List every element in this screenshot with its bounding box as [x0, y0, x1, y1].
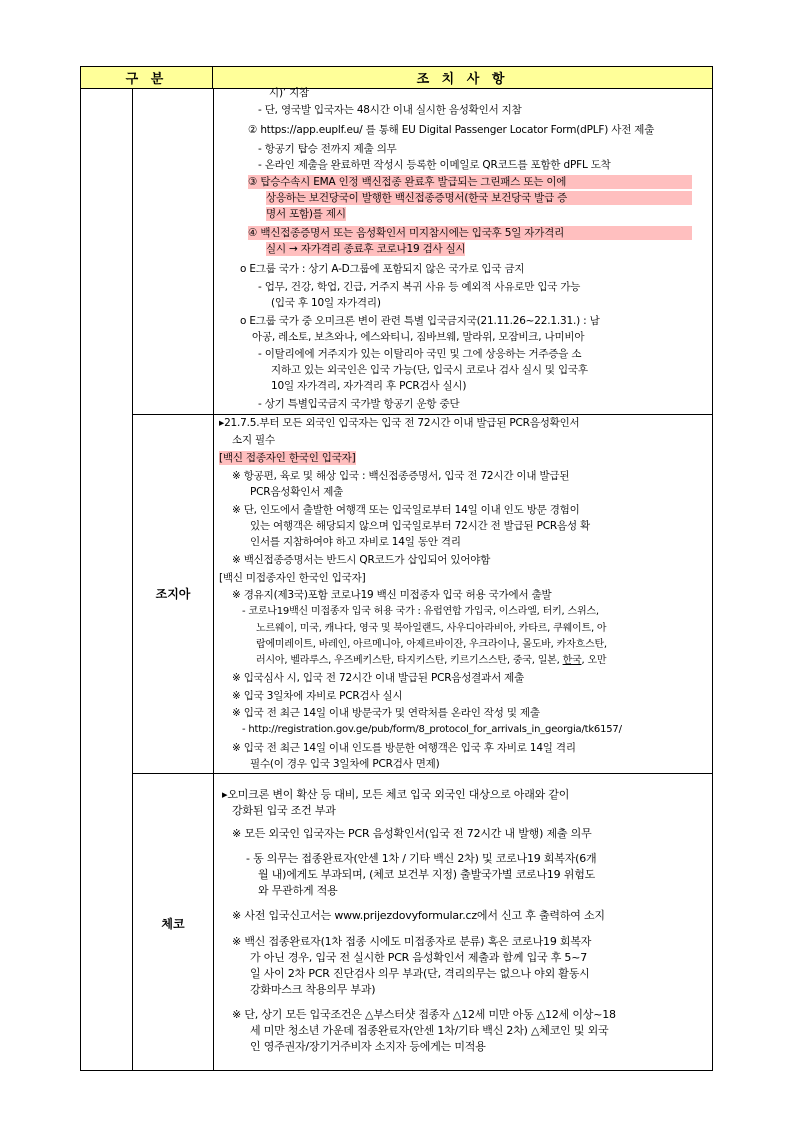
text-line: ▸오미크론 변이 확산 등 대비, 모든 체코 입국 외국인 대상으로 아래와 같이 [222, 788, 570, 801]
column-divider-main [213, 89, 214, 1070]
text-line: PCR음성확인서 제출 [250, 486, 344, 498]
text-line: 랍에미레이트, 바레인, 아르메니아, 아제르바이잔, 우크라이나, 몰도바, 카자흐스탄, [256, 639, 607, 650]
text-line: 와 무관하게 적용 [258, 884, 338, 897]
text-line: - 이탈리에에 거주지가 있는 이탈리아 국민 및 그에 상응하는 거주증을 소 [258, 348, 582, 360]
text-line: 10일 자가격리, 자가격리 후 PCR검사 실시) [271, 380, 467, 392]
highlight-line: 상응하는 보건당국이 발행한 백신접종증명서(한국 보건당국 발급 증 [266, 191, 692, 205]
text-line: ※ 사전 입국신고서는 www.prijezdovyformular.cz에서 신고 후 출력하여 소지 [232, 909, 605, 922]
text-line: - 상기 특별입국금지 국가발 항공기 운항 중단 [258, 398, 460, 410]
registration-link[interactable]: - http://registration.gov.ge/pub/form/8_protocol_for_arrivals_in_georgia/tk6157/ [242, 724, 622, 735]
text-line: 월 내)에게도 부과되며, (체코 보건부 지정) 출발국가별 코로나19 위험도 [258, 868, 596, 881]
text-line: [백신 미접종자인 한국인 입국자] [219, 572, 366, 584]
row-divider-georgia [132, 414, 712, 415]
text-line: ※ 단, 상기 모든 입국조건은 △부스터샷 접종자 △12세 미만 아동 △12세 이상~18 [232, 1008, 616, 1021]
highlight-line: ④ 백신접종증명서 또는 음성확인서 미지참시에는 입국후 5일 자가격리 [248, 226, 692, 240]
text-line: - 온라인 제출을 완료하면 작성시 등록한 이메일로 QR코드를 포함한 dPFL 도착 [258, 159, 611, 171]
highlight-line: [백신 접종자인 한국인 입국자] [219, 452, 356, 464]
text-line: ※ 입국심사 시, 입국 전 72시간 이내 발급된 PCR음성결과서 제출 [232, 672, 525, 684]
text-line: 필수(이 경우 입국 3일차에 PCR검사 면제) [250, 758, 440, 770]
text-line: ※ 입국 전 최근 14일 이내 방문국가 및 연락처를 온라인 작성 및 제출 [232, 707, 540, 719]
text-line: 지하고 있는 외국인은 입국 가능(단, 입국시 코로나 검사 실시 및 입국후 [271, 364, 588, 376]
text-line: 강화된 입국 조건 부과 [232, 804, 336, 817]
highlight-line: 명서 포함)를 제시 [266, 208, 346, 220]
text-line: - 항공기 탑승 전까지 제출 의무 [258, 143, 397, 155]
text-line: o E그룹 국가 : 상기 A-D그룹에 포함되지 않은 국가로 입국 금지 [240, 263, 525, 275]
highlight-line: ③ 탑승수속시 EMA 인정 백신접종 완료후 발급되는 그린패스 또는 이에 [248, 175, 692, 189]
header-category: 구 분 [81, 67, 213, 89]
text-line: 러시아, 벨라루스, 우즈베키스탄, 타지키스탄, 키르기스스탄, 중국, 일본, 한국, 오만 [256, 655, 607, 666]
text-line: ※ 모든 외국인 입국자는 PCR 음성확인서(입국 전 72시간 내 발행) 제출 의무 [232, 827, 592, 840]
text-line: ※ 입국 전 최근 14일 이내 인도를 방문한 여행객은 입국 후 자비로 14일 격리 [232, 742, 576, 754]
country-czech: 체코 [161, 917, 185, 931]
text-line: ※ 단, 인도에서 출발한 여행객 또는 입국일로부터 14일 이내 인도 방문 경험이 [232, 504, 580, 516]
text-line: ※ 입국 3일차에 자비로 PCR검사 실시 [232, 690, 403, 702]
text-line: 소지 필수 [232, 434, 275, 446]
text-line: 인 영주권자/장기거주비자 소지자 등에게는 미적용 [250, 1040, 486, 1053]
text-line: 세 미만 청소년 가운데 접종완료자(안센 1차/기타 백신 2차) △체코인 및 외국 [250, 1024, 609, 1037]
text-line: ※ 경유지(제3국)포함 코로나19 백신 미접종자 입국 허용 국가에서 출발 [232, 589, 552, 601]
text-line: 일 사이 2차 PCR 진단검사 의무 부과(단, 격리의무는 없으나 야외 활동시 [250, 967, 590, 980]
text-line: ② https://app.euplf.eu/ 를 통해 EU Digital Passenger Locator Form(dPLF) 사전 제출 [248, 124, 655, 136]
row-divider-czech [132, 773, 712, 774]
text-line: - 동 의무는 접종완료자(안센 1차 / 기타 백신 2차) 및 코로나19 회복자(6개 [246, 852, 597, 865]
text-line: (입국 후 10일 자가격리) [271, 297, 381, 309]
text-line: ※ 백신 접종완료자(1차 접종 시에도 미접종자로 분류) 혹은 코로나19 회복자 [232, 935, 592, 948]
text-line: - 단, 영국발 입국자는 48시간 이내 실시한 음성확인서 지참 [258, 104, 522, 116]
header-measures: 조 치 사 항 [213, 67, 712, 89]
text-line: 있는 여행객은 해당되지 않으며 입국일로부터 72시간 전 발급된 PCR음성 확 [250, 520, 590, 532]
text-line: 인서를 지참하여야 하고 자비로 14일 동안 격리 [250, 536, 461, 548]
korea-underlined: 한국 [562, 655, 582, 666]
text-line: ▸21.7.5.부터 모든 외국인 입국자는 입국 전 72시간 이내 발급된 PCR음성확인서 [219, 417, 580, 429]
highlight-line: 실시 → 자가격리 종료후 코로나19 검사 실시 [266, 243, 466, 255]
text-line: o E그룹 국가 중 오미크론 변이 관련 특별 입국금지국(21.11.26~22.1.31.) : 남 [240, 315, 600, 327]
text-line: 아공, 레소토, 보츠와나, 에스와티니, 짐바브웨, 말라위, 모잠비크, 나미비아 [252, 331, 585, 343]
text-line: 강화마스크 착용의무 부과) [250, 983, 376, 996]
text-line: - 업무, 건강, 학업, 긴급, 거주지 복귀 사유 등 예외적 사유로만 입국 가능 [258, 281, 581, 293]
text-line: 시)’ 지참 [269, 87, 310, 99]
text-line: - 코로나19백신 미접종자 입국 허용 국가 : 유럽연합 가입국, 이스라엘, 터키, 스위스, [242, 606, 599, 617]
text-line: ※ 항공편, 육로 및 해상 입국 : 백신접종증명서, 입국 전 72시간 이내 발급된 [232, 470, 570, 482]
text-line: 가 아닌 경우, 입국 전 실시한 PCR 음성확인서 제출과 함께 입국 후 5~7 [250, 951, 588, 964]
country-georgia: 조지아 [155, 587, 191, 601]
text-line: ※ 백신접종증명서는 반드시 QR코드가 삽입되어 있어야함 [232, 554, 491, 566]
text-line: 노르웨이, 미국, 캐나다, 영국 및 북아일랜드, 사우디아라비아, 카타르, 쿠웨이트, 아 [256, 623, 607, 634]
